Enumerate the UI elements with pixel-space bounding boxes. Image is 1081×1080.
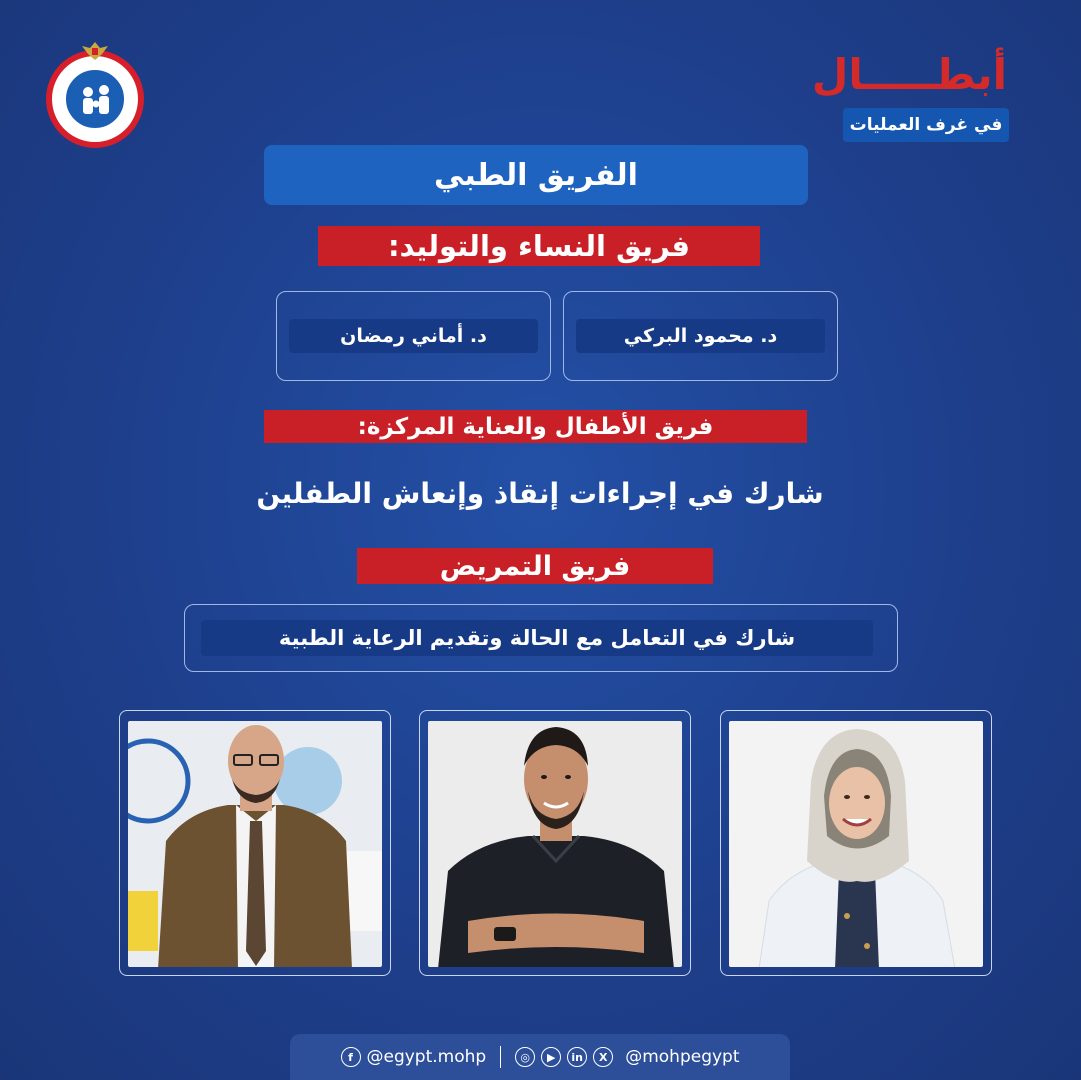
doctor-name-2: د. أماني رمضان	[289, 319, 538, 353]
photo-frame-2	[419, 710, 691, 976]
photo-frame-1	[720, 710, 992, 976]
x-icon[interactable]: X	[593, 1047, 613, 1067]
instagram-icon[interactable]: ◎	[515, 1047, 535, 1067]
nursing-team-description: شارك في التعامل مع الحالة وتقديم الرعاية الطبية	[201, 620, 873, 656]
portrait-photo-3	[128, 721, 382, 967]
obgyn-team-label: فريق النساء والتوليد:	[318, 226, 760, 266]
photo-frame-3	[119, 710, 391, 976]
nursing-card	[184, 604, 898, 672]
page-title: الفريق الطبي	[264, 145, 808, 205]
peds-team-label: فريق الأطفال والعناية المركزة:	[264, 410, 807, 443]
brand-subtitle: في غرف العمليات	[843, 108, 1009, 142]
nursing-team-label: فريق التمريض	[357, 548, 713, 584]
eagle-emblem-icon	[80, 40, 110, 62]
brand-title: أبطـــــال	[811, 50, 1007, 99]
portrait-photo-2	[428, 721, 682, 967]
youtube-icon[interactable]: ▶	[541, 1047, 561, 1067]
footer-divider	[500, 1046, 501, 1068]
facebook-handle[interactable]: @egypt.mohp	[366, 1047, 487, 1067]
doctor-name-1: د. محمود البركي	[576, 319, 825, 353]
portrait-photo-1	[729, 721, 983, 967]
linkedin-icon[interactable]: in	[567, 1047, 587, 1067]
social-handle[interactable]: @mohpegypt	[625, 1047, 740, 1067]
peds-team-description: شارك في إجراءات إنقاذ وإنعاش الطفلين	[256, 476, 824, 510]
doctor-card-1	[563, 291, 838, 381]
footer-bar	[290, 1034, 790, 1080]
ministry-logo	[46, 50, 144, 148]
facebook-icon[interactable]: f	[341, 1047, 361, 1067]
doctor-card-2	[276, 291, 551, 381]
